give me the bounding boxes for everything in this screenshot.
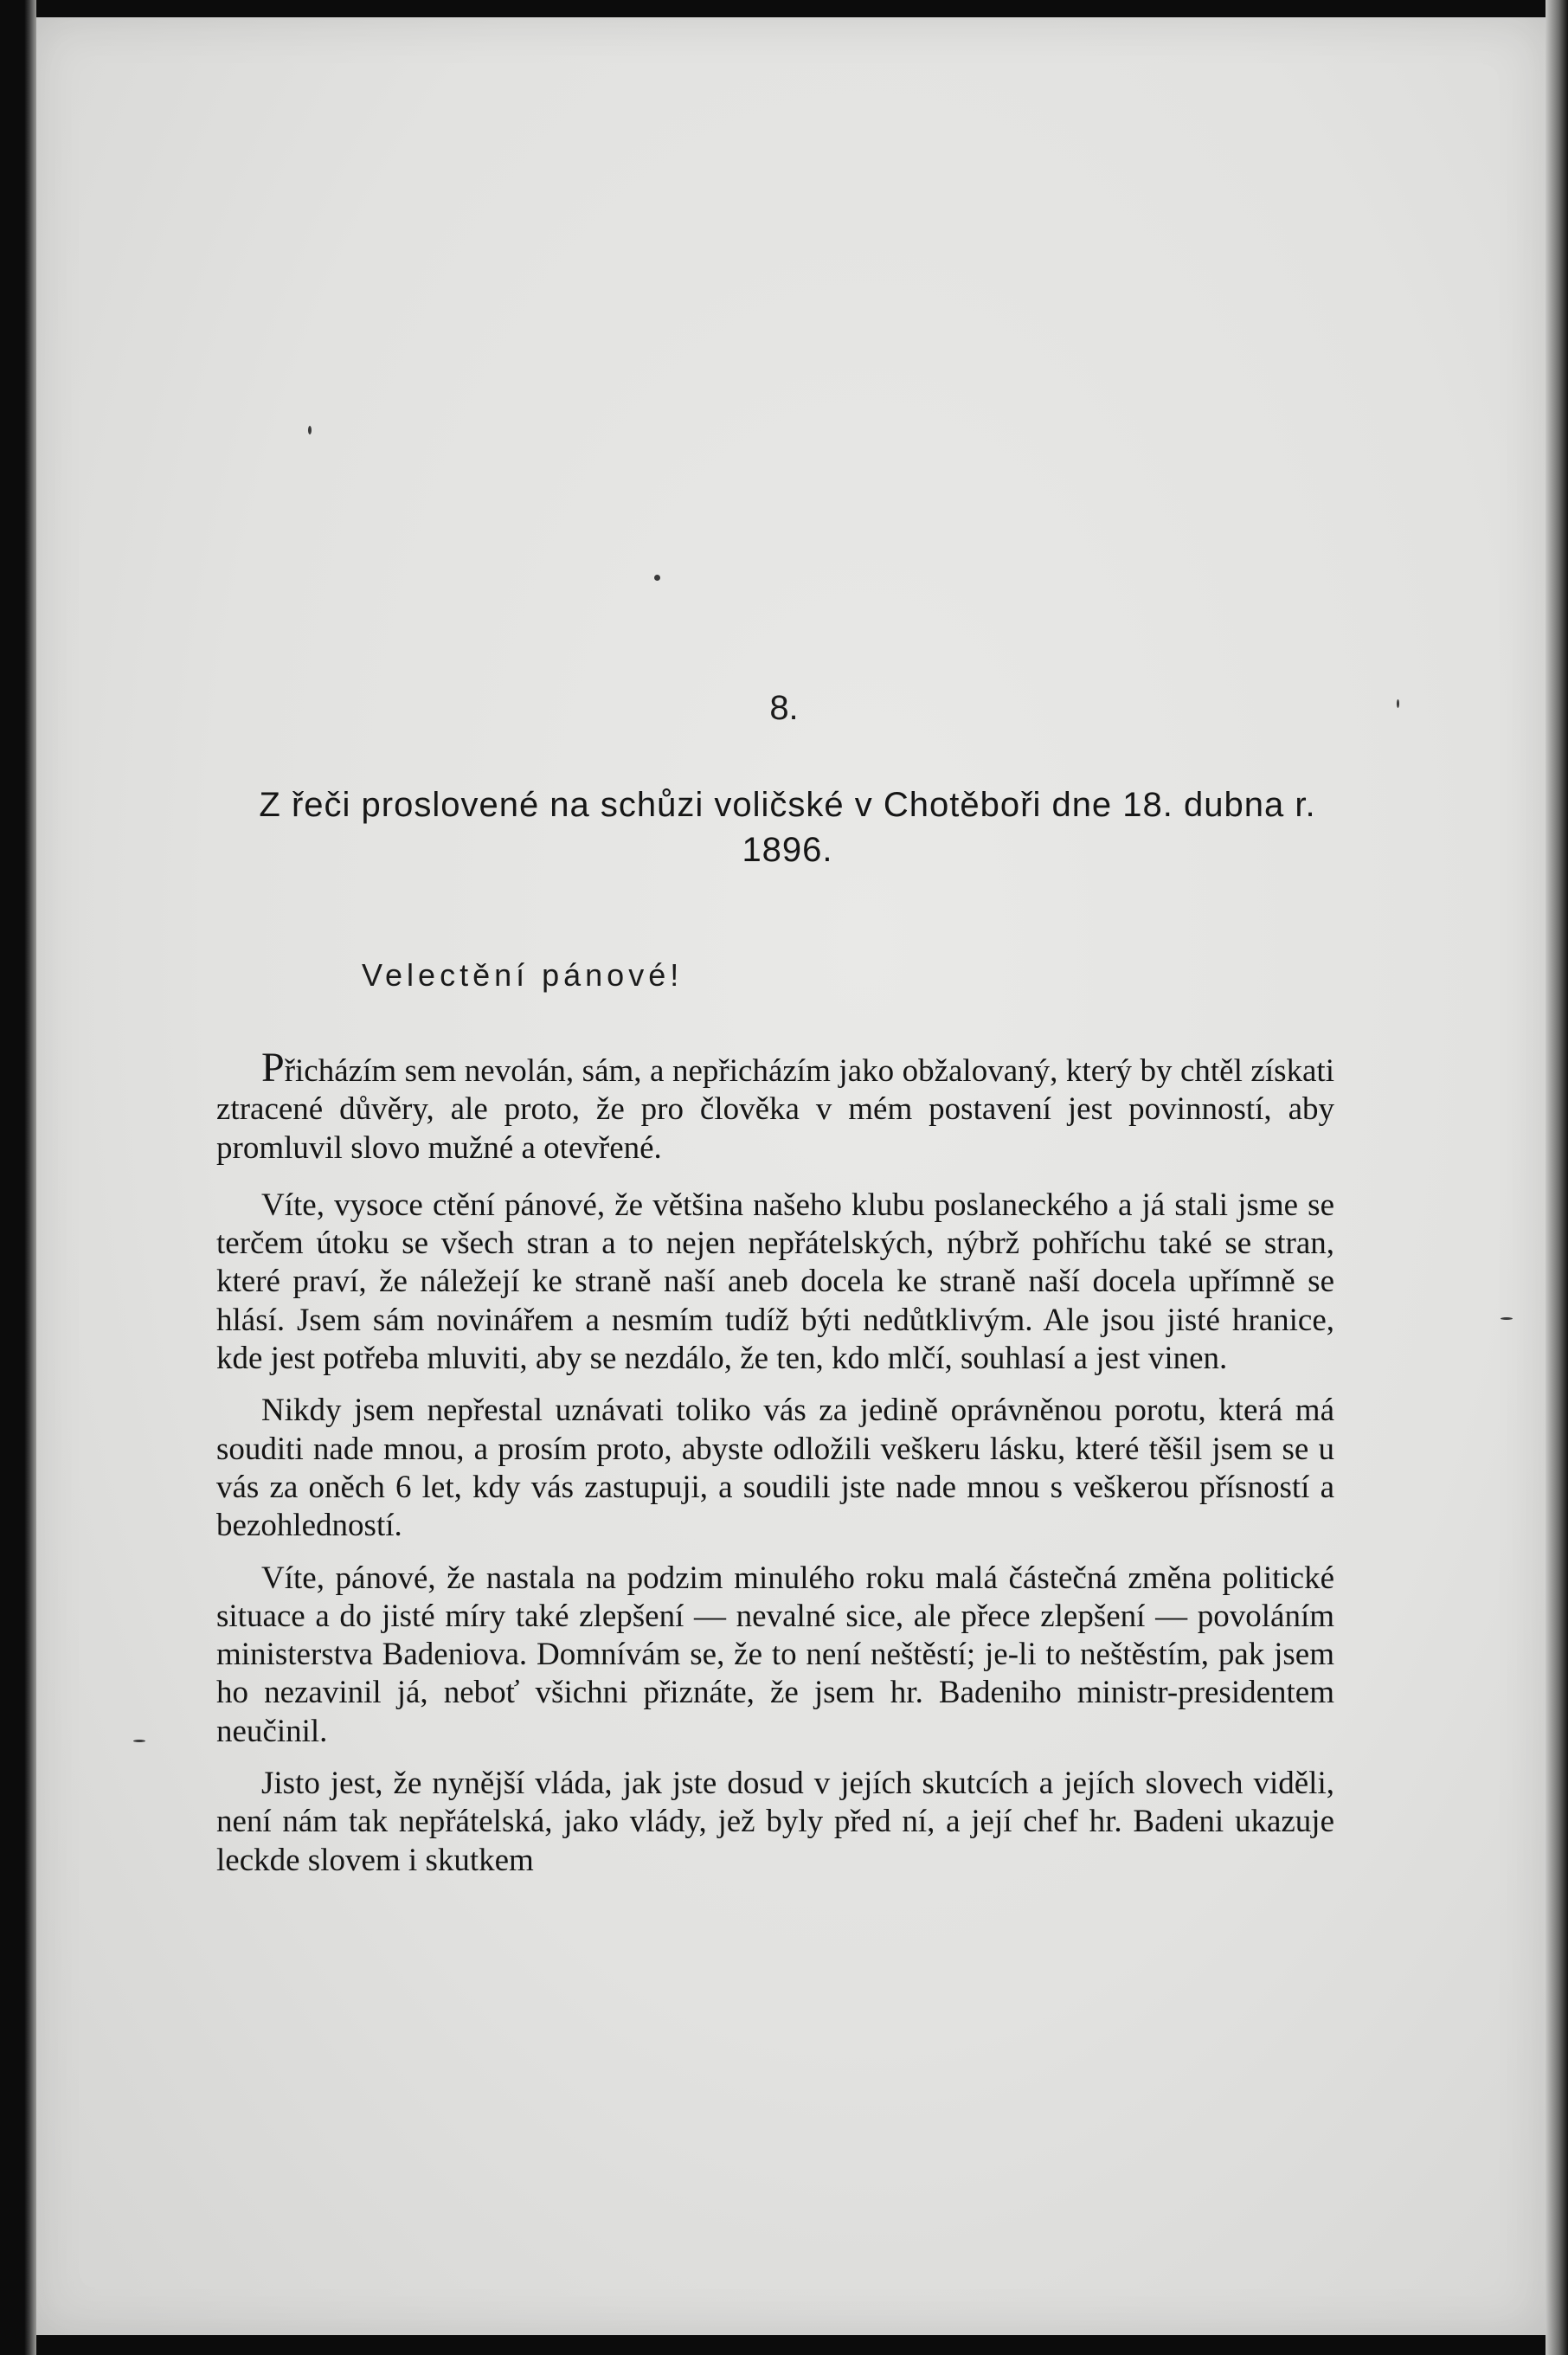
- paragraph: Jisto jest, že nynější vláda, jak jste dosud v jejích skutcích a jejích slovech viděli, není nám tak nepřátelská, jako vlády, jež byly před ní, a její chef hr. Badeni ukazuje leckde slovem i skutkem: [216, 1766, 1334, 1878]
- initial-letter: P: [261, 1045, 285, 1091]
- scan-speck: [308, 426, 312, 434]
- paragraph-text: řicházím sem nevolán, sám, a nepřicházím jako obžalovaný, který by chtěl získati ztracené důvěry, ale proto, že pro člověka v mém postavení jest povinností, aby promluvil slovo mužné a otevřené.: [216, 1053, 1334, 1166]
- page-edge-shadow: [1546, 0, 1568, 2355]
- paragraph: Víte, vysoce ctění pánové, že většina našeho klubu poslaneckého a já stali jsme se terčem útoku se všech stran a to nejen nepřátelských, nýbrž pohříchu také se stran, které praví, že náležejí ke straně naší aneb docela ke straně naší docela upřímně se hlásí. Jsem sám novinářem a nesmím tudíž býti nedůtklivým. Ale jsou jisté hranice, kde jest potřeba mluviti, aby se nezdálo, že ten, kdo mlčí, souhlasí a jest vinen.: [216, 1187, 1334, 1377]
- paragraph: Nikdy jsem nepřestal uznávati toliko vás za jedině oprávněnou porotu, která má souditi nade mnou, a prosím proto, abyste odložili veškeru lásku, které těšil jsem se u vás za oněch 6 let, kdy vás zastupuji, a soudili jste nade mnou s veškerou přísností a bezohledností.: [216, 1393, 1334, 1544]
- scan-speck: [1501, 1317, 1513, 1320]
- salutation: Velectění pánové!: [362, 957, 684, 993]
- page-number: 8.: [769, 689, 799, 727]
- chapter-title: Z řeči proslovené na schůzi voličské v Chotěboři dne 18. dubna r. 1896.: [259, 786, 1316, 869]
- paragraph: [216, 1045, 1334, 1168]
- scan-speck: [654, 575, 660, 581]
- body-text: [216, 1045, 1334, 1894]
- paragraph: Víte, pánové, že nastala na podzim minulého roku malá částečná změna politické situace a do jisté míry také zlepšení — nevalné sice, ale přece zlepšení — povoláním ministerstva Badeniova. Domnívám se, že to není neštěstí; je-li to neštěstím, pak jsem ho nezavinil já, neboť všichni přiznáte, že jsem hr. Badeniho ministr-presidentem neučinil.: [216, 1560, 1334, 1749]
- scan-speck: [133, 1740, 145, 1742]
- binding-gutter: [24, 0, 36, 2355]
